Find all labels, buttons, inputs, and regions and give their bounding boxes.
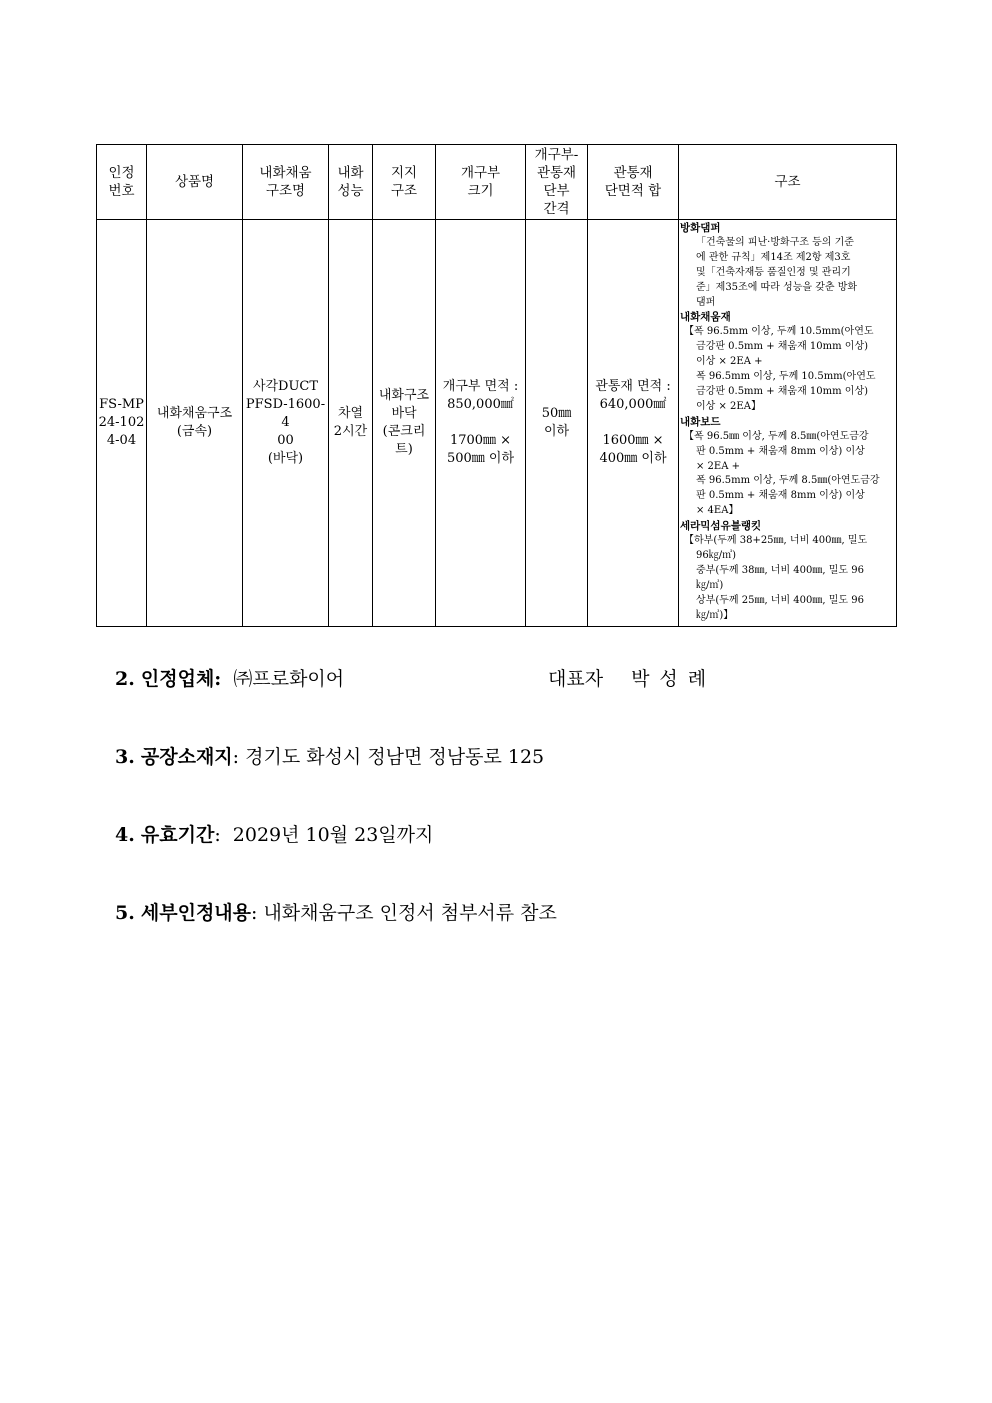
certification-table — [96, 144, 897, 627]
blanket-line: ㎏/㎥)】 — [696, 609, 734, 621]
board-line: × 4EA】 — [696, 505, 739, 517]
damper-line: 준」제35조에 따라 성능을 갖춘 방화 — [696, 281, 858, 293]
table-header-row — [97, 145, 897, 220]
cell-support: 내화구조 바닥 (콘크리트) — [373, 220, 436, 627]
board-section — [680, 415, 895, 519]
board-line: 【폭 96.5㎜ 이상, 두께 8.5㎜(아연도금강 — [684, 430, 869, 442]
blanket-title: 세라믹섬유블랭킷 — [680, 520, 762, 533]
board-line: 폭 96.5mm 이상, 두께 8.5㎜(아연도금강 — [696, 475, 880, 487]
blanket-section — [680, 519, 895, 623]
detail-label: 세부인정내용 — [140, 902, 252, 924]
blanket-line: ㎏/㎥) — [696, 579, 724, 591]
validity-num: 4. — [115, 824, 135, 846]
company-label: 인정업체: — [140, 668, 222, 690]
factory-num: 3. — [115, 746, 135, 768]
header-performance: 내화 성능 — [329, 145, 373, 220]
damper-section — [680, 221, 895, 310]
filler-line: 폭 96.5mm 이상, 두께 10.5mm(아연도 — [696, 371, 876, 383]
factory-label: 공장소재지 — [140, 746, 233, 768]
table-row — [97, 220, 897, 627]
damper-line: 및「건축자재등 품질인정 및 관리기 — [696, 266, 851, 278]
filler-line: 【폭 96.5mm 이상, 두께 10.5mm(아연도 — [684, 326, 874, 338]
damper-title: 방화댐퍼 — [680, 222, 721, 234]
filler-line: 이상 × 2EA + — [696, 356, 763, 368]
header-area: 관통재 단면적 합 — [588, 145, 679, 220]
header-opening: 개구부 크기 — [436, 145, 526, 220]
rep-name: 박성례 — [631, 668, 717, 690]
cell-cert-no: FS-MP 24-102 4-04 — [97, 220, 147, 627]
board-line: 판 0.5mm + 채움재 8mm 이상) 이상 — [696, 445, 865, 457]
detail-num: 5. — [115, 902, 135, 924]
board-line: 판 0.5mm + 채움재 8mm 이상) 이상 — [696, 490, 865, 502]
damper-line: 댐퍼 — [696, 296, 716, 308]
company-line — [115, 664, 344, 691]
validity-label: 유효기간 — [140, 824, 215, 846]
factory-value: : 경기도 화성시 정남면 정남동로 125 — [232, 746, 545, 768]
company-num: 2. — [115, 668, 135, 690]
header-gap: 개구부- 관통재 단부 간격 — [526, 145, 588, 220]
cell-structure-detail — [679, 220, 897, 627]
filler-section — [680, 310, 895, 414]
rep-label: 대표자 — [548, 668, 604, 690]
header-product: 상품명 — [147, 145, 243, 220]
board-title: 내화보드 — [680, 415, 721, 428]
filler-title: 내화채움재 — [680, 311, 731, 324]
validity-line — [115, 820, 433, 847]
board-line: × 2EA + — [696, 460, 740, 472]
header-support: 지지 구조 — [373, 145, 436, 220]
header-structure: 구조 — [679, 145, 897, 220]
blanket-line: 96㎏/㎥) — [696, 549, 736, 561]
filler-line: 금강판 0.5mm + 채움재 10mm 이상) — [696, 341, 869, 353]
cell-product: 내화채움구조 (금속) — [147, 220, 243, 627]
cell-performance: 차열 2시간 — [329, 220, 373, 627]
blanket-line: 상부(두께 25㎜, 너비 400㎜, 밀도 96 — [696, 594, 864, 606]
detail-line — [115, 898, 557, 925]
validity-value: : 2029년 10월 23일까지 — [214, 824, 434, 846]
representative — [548, 664, 716, 691]
damper-line: 「건축물의 피난·방화구조 등의 기준 — [696, 236, 854, 248]
factory-line — [115, 742, 544, 769]
blanket-line: 중부(두께 38㎜, 너비 400㎜, 밀도 96 — [696, 564, 864, 576]
cell-area: 관통재 면적 : 640,000㎟ 1600㎜ × 400㎜ 이하 — [588, 220, 679, 627]
cell-gap: 50㎜ 이하 — [526, 220, 588, 627]
detail-value: : 내화채움구조 인정서 첨부서류 참조 — [251, 902, 557, 924]
blanket-line: 【하부(두께 38+25㎜, 너비 400㎜, 밀도 — [684, 535, 868, 547]
header-structure-name: 내화채움 구조명 — [243, 145, 329, 220]
header-cert-no: 인정 번호 — [97, 145, 147, 220]
damper-line: 에 관한 규칙」제14조 제2항 제3호 — [696, 251, 851, 263]
filler-line: 금강판 0.5mm + 채움재 10mm 이상) — [696, 385, 869, 397]
filler-line: 이상 × 2EA】 — [696, 400, 761, 412]
cell-opening: 개구부 면적 : 850,000㎟ 1700㎜ × 500㎜ 이하 — [436, 220, 526, 627]
company-value: ㈜프로화이어 — [233, 668, 345, 690]
cell-structure-name: 사각DUCT PFSD-1600-4 00 (바닥) — [243, 220, 329, 627]
